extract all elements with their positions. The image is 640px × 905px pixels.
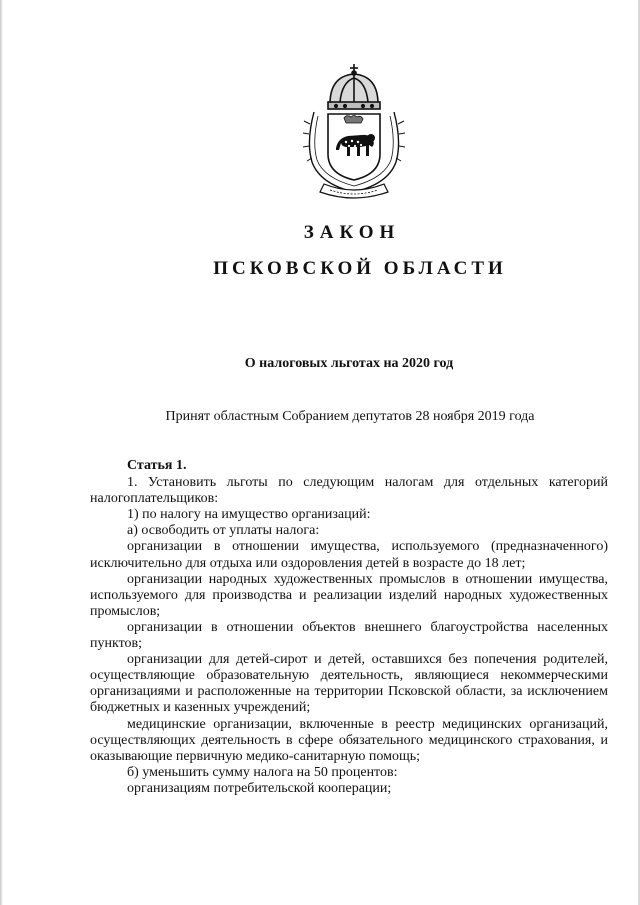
paragraph: б) уменьшить сумму налога на 50 процентов:: [127, 764, 398, 780]
adoption-line: Принят областным Собранием депутатов 28 ноября 2019 года: [165, 409, 535, 424]
paragraph: организации народных художественных промыслов в отношении имущества, используемого для производства и реализации изделий народных художественных промыслов;: [90, 571, 608, 619]
paragraph: организации в отношении имущества, используемого (предназначенного) исключительно для отдыха или оздоровления детей в возрасте до 18 лет;: [90, 539, 608, 571]
paragraph: организации для детей-сирот и детей, оставшихся без попечения родителей, осуществляющие образовательную деятельность, являющиеся некоммерческими организациями и расположенные на территории Псковской области, за исключением бюджетных и казенных учреждений;: [90, 652, 608, 716]
paragraph: организациям потребительской кооперации;: [127, 780, 392, 796]
paragraph: организации в отношении объектов внешнего благоустройства населенных пунктов;: [90, 619, 608, 652]
paragraph: 1. Установить льготы по следующим налогам для отдельных категорий налогоплательщиков:: [90, 475, 608, 507]
law-subject: О налоговых льготах на 2020 год: [244, 356, 454, 371]
law-title: ЗАКОН: [303, 222, 401, 243]
article-heading: Статья 1.: [127, 458, 187, 473]
scan-edge-left: [0, 0, 3, 905]
paragraph: 1) по налогу на имущество организаций:: [127, 507, 371, 523]
paragraph: медицинские организации, включенные в реестр медицинских организаций, осуществляющих деятельность в сфере обязательного медицинского страхования, и оказывающие первичную медико-санитарную помощь;: [90, 716, 608, 764]
law-body: [90, 458, 608, 797]
pskov-coat-of-arms-icon: [300, 62, 408, 200]
paragraph: а) освободить от уплаты налога:: [127, 523, 320, 539]
law-region: ПСКОВСКОЙ ОБЛАСТИ: [213, 258, 507, 279]
